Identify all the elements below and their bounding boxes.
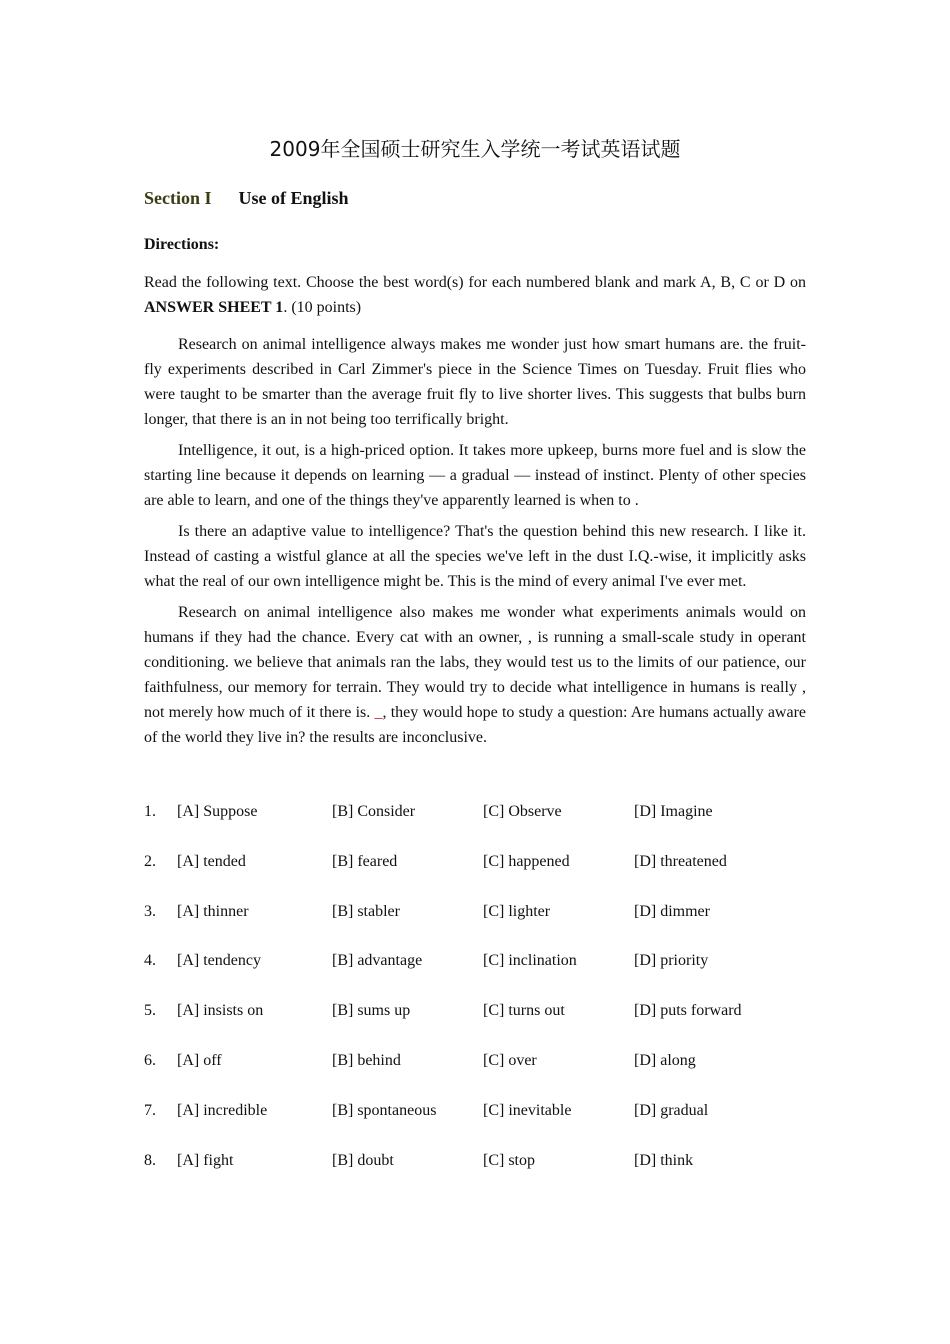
option-a: [A] tendency: [177, 952, 261, 970]
question-number: 6.: [144, 1051, 156, 1069]
passage-paragraph-4: [144, 600, 806, 750]
question-row-5: [144, 998, 806, 1048]
option-b: [B] Consider: [332, 803, 416, 820]
exam-title: 2009年全国硕士研究生入学统一考试英语试题: [269, 137, 681, 161]
option-a: [A] off: [177, 1051, 222, 1069]
question-options-list: [144, 799, 806, 1197]
option-d: [D] priority: [634, 952, 709, 970]
option-b: [B] behind: [332, 1051, 401, 1069]
option-d: [D] dimmer: [634, 902, 710, 920]
question-number: 7.: [144, 1101, 156, 1119]
option-a: [A] tended: [177, 852, 246, 870]
section-name: Use of English: [238, 188, 349, 208]
directions-label: Directions:: [144, 236, 220, 253]
section-heading: [144, 184, 349, 212]
question-row-1: [144, 799, 806, 849]
instructions-text: [144, 270, 806, 320]
question-row-2: [144, 849, 806, 899]
option-b: [B] stabler: [332, 902, 400, 920]
instructions-points: . (10 points): [283, 299, 362, 316]
option-a: [A] insists on: [177, 1002, 264, 1020]
option-b: [B] doubt: [332, 1151, 394, 1169]
option-d: [D] along: [634, 1051, 696, 1069]
section-label: Section I: [144, 188, 212, 208]
question-number: 3.: [144, 902, 156, 920]
option-c: [C] lighter: [483, 902, 551, 920]
option-c: [C] inclination: [483, 952, 577, 970]
paragraph-4-text-before: Research on animal intelligence also makes me wonder what experiments animals would on humans if they had the chance. Every cat with an owner, , is running a small-scale study in operant conditioning. we believe that animals ran the labs, they would test us to the limits of our patience, our faithfulness, our memory for terrain. They would try to decide what intelligence in humans is really , not merely how much of it there is.: [144, 604, 806, 721]
option-b: [B] advantage: [332, 952, 423, 970]
paragraph-4-text-after: , they would hope to study a question: Are humans actually aware of the world they live in? the results are inconclusive.: [144, 704, 807, 746]
option-c: [C] inevitable: [483, 1101, 572, 1119]
blank-marker: _: [374, 704, 383, 721]
question-row-4: [144, 948, 806, 998]
question-number: 4.: [144, 952, 156, 970]
option-a: [A] fight: [177, 1151, 234, 1169]
option-d: [D] puts forward: [634, 1002, 742, 1020]
option-c: [C] happened: [483, 852, 570, 870]
option-d: [D] think: [634, 1151, 694, 1169]
question-row-7: [144, 1098, 806, 1148]
option-c: [C] over: [483, 1051, 537, 1069]
passage-paragraph-2: Intelligence, it out, is a high-priced option. It takes more upkeep, burns more fuel and is slow the starting line because it depends on learning — a gradual — instead of instinct. Plenty of other species are able to learn, and one of the things they've apparently learned is when to .: [144, 442, 806, 509]
question-row-6: [144, 1048, 806, 1098]
option-d: [D] Imagine: [634, 803, 713, 820]
passage-paragraph-3: Is there an adaptive value to intelligence? That's the question behind this new research. I like it. Instead of casting a wistful glance at all the species we've left in the dust I.Q.-wise, it implicitly asks what the real of our own intelligence might be. This is the mind of every animal I've ever met.: [144, 523, 806, 590]
question-row-8: [144, 1148, 806, 1198]
option-c: [C] stop: [483, 1151, 535, 1169]
option-b: [B] feared: [332, 852, 398, 870]
question-number: 8.: [144, 1151, 156, 1169]
option-b: [B] spontaneous: [332, 1101, 437, 1119]
question-number: 5.: [144, 1002, 156, 1020]
option-c: [C] turns out: [483, 1002, 565, 1020]
instructions-main: Read the following text. Choose the best word(s) for each numbered blank and mark A, B, C or D on: [144, 274, 806, 291]
option-a: [A] thinner: [177, 902, 249, 920]
option-a: [A] Suppose: [177, 803, 258, 820]
reading-passage: [144, 332, 806, 756]
option-d: [D] threatened: [634, 852, 727, 870]
answer-sheet-label: ANSWER SHEET 1: [144, 299, 284, 316]
option-d: [D] gradual: [634, 1101, 709, 1119]
option-a: [A] incredible: [177, 1101, 268, 1119]
question-number: 2.: [144, 852, 156, 870]
question-row-3: [144, 899, 806, 949]
option-b: [B] sums up: [332, 1002, 411, 1020]
question-number: 1.: [144, 803, 156, 820]
option-c: [C] Observe: [483, 803, 562, 820]
passage-paragraph-1: Research on animal intelligence always makes me wonder just how smart humans are. the fruit-fly experiments described in Carl Zimmer's piece in the Science Times on Tuesday. Fruit flies who were taught to be smarter than the average fruit fly to live shorter lives. This suggests that bulbs burn longer, that there is an in not being too terrifically bright.: [144, 336, 806, 428]
